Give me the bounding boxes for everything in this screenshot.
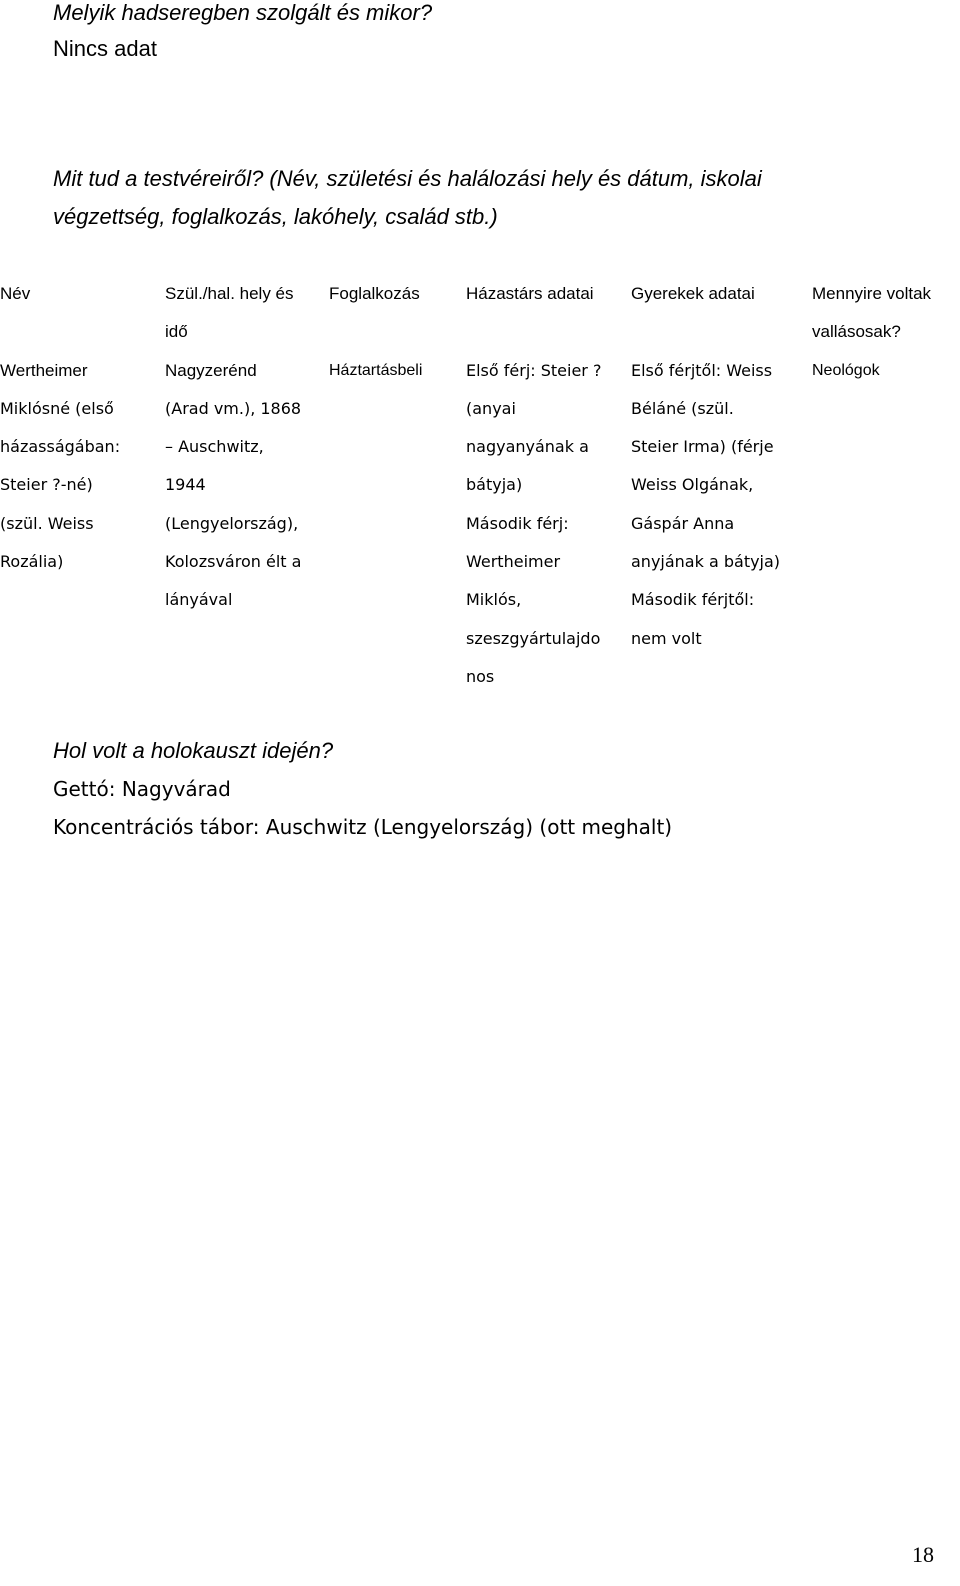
header-religiosity: Mennyire voltak vallásosak?: [812, 284, 932, 342]
siblings-question-line-1: Mit tud a testvéreiről? (Név, születési és halálozási hely és dátum, iskolai: [53, 166, 762, 191]
cell-children: Első férjtől: Weiss Béláné (szül. Steier Irma) (férje Weiss Olgának, Gáspár Anna anyjának a bátyja) Második férjtől: nem volt: [631, 360, 781, 648]
holocaust-ghetto: Gettó: Nagyvárad: [53, 777, 231, 801]
siblings-question-line-2: végzettség, foglalkozás, lakóhely, család stb.): [53, 204, 498, 229]
cell-spouse: Első férj: Steier ? (anyai nagyanyának a bátyja) Második férj: Wertheimer Miklós, szeszgyártulajdo nos: [466, 360, 602, 686]
cell-name: Wertheimer Miklósné (első házasságában: Steier ?-né) (szül. Weiss Rozália): [0, 360, 121, 572]
holocaust-question: Hol volt a holokauszt idején?: [53, 738, 334, 763]
cell-religiosity: Neológok: [812, 361, 880, 379]
cell-occupation: Háztartásbeli: [329, 361, 423, 379]
cell-birth-death: Nagyzerénd (Arad vm.), 1868 – Auschwitz, 1944 (Lengyelország), Kolozsváron élt a lányával: [165, 360, 302, 610]
header-birth-death: Szül./hal. hely és idő: [165, 284, 294, 342]
header-occupation: Foglalkozás: [329, 284, 420, 303]
header-name: Név: [0, 284, 31, 303]
siblings-table: [0, 275, 960, 696]
military-answer: Nincs adat: [53, 36, 157, 61]
holocaust-camp: Koncentrációs tábor: Auschwitz (Lengyelország) (ott meghalt): [53, 815, 673, 839]
header-spouse: Házastárs adatai: [466, 284, 594, 303]
header-children: Gyerekek adatai: [631, 284, 755, 303]
table-header-row: [0, 275, 960, 352]
page-number: 18: [912, 1542, 934, 1567]
table-row: [0, 352, 960, 697]
military-question: Melyik hadseregben szolgált és mikor?: [53, 0, 433, 25]
